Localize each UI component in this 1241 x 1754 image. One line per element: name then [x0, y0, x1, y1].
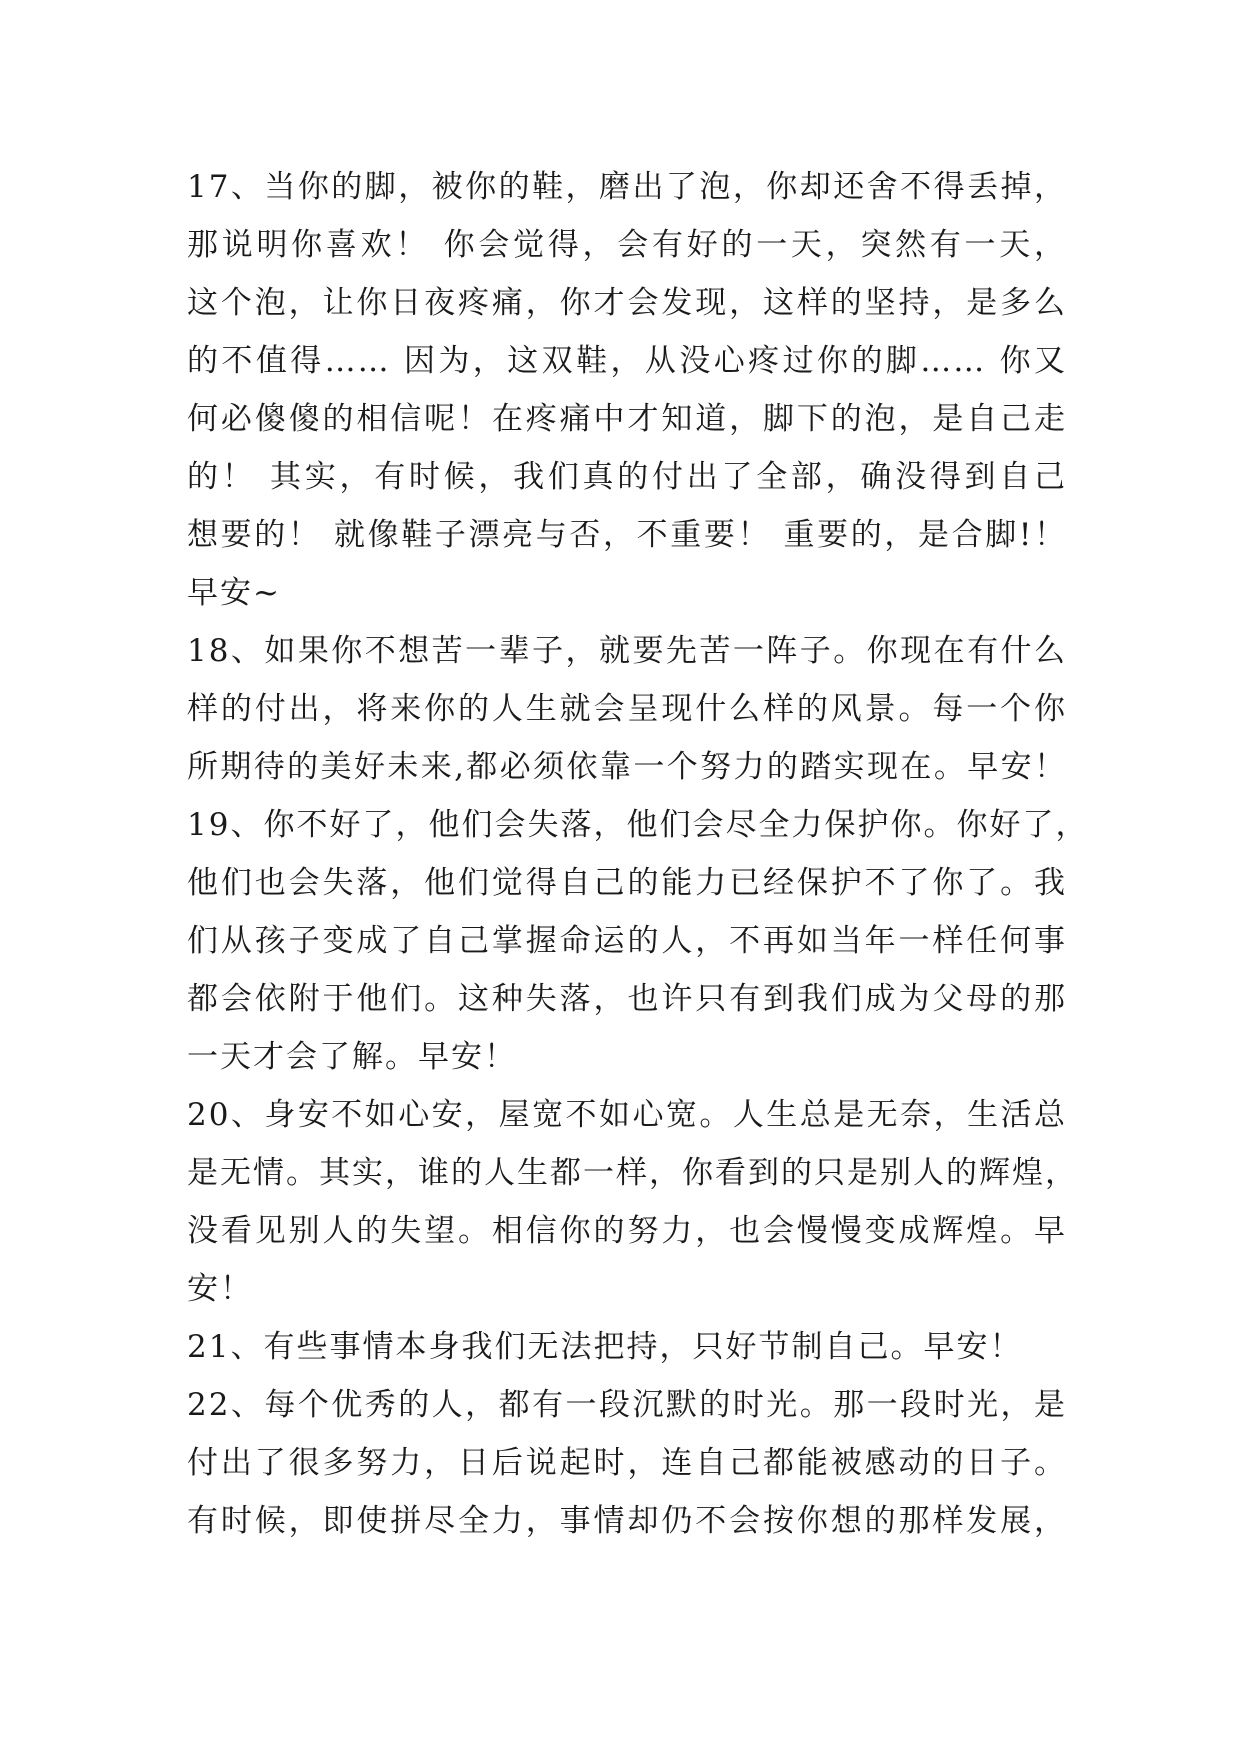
- text-line: 的！ 其实，有时候，我们真的付出了全部，确没得到自己: [187, 459, 1067, 495]
- text-line: 是无情。其实，谁的人生都一样，你看到的只是别人的辉煌，: [187, 1155, 1078, 1191]
- text-line: 有时候，即使拼尽全力，事情却仍不会按你想的那样发展，: [187, 1503, 1067, 1539]
- text-line: 想要的！ 就像鞋子漂亮与否，不重要！ 重要的，是合脚!！: [187, 517, 1067, 553]
- text-line: 20、身安不如心安，屋宽不如心宽。人生总是无奈，生活总: [187, 1097, 1067, 1133]
- text-line: 早安~: [187, 575, 281, 611]
- text-line: 安！: [187, 1271, 253, 1307]
- text-line: 19、你不好了，他们会失落，他们会尽全力保护你。你好了，: [187, 807, 1089, 843]
- text-line: 们从孩子变成了自己掌握命运的人，不再如当年一样任何事: [187, 923, 1067, 959]
- text-line: 没看见别人的失望。相信你的努力，也会慢慢变成辉煌。早: [187, 1213, 1067, 1249]
- document-body: [187, 158, 1089, 1550]
- text-line: 那说明你喜欢！ 你会觉得，会有好的一天，突然有一天，: [187, 227, 1067, 263]
- text-line: 所期待的美好未来,都必须依靠一个努力的踏实现在。早安！: [187, 749, 1067, 785]
- text-line: 付出了很多努力，日后说起时，连自己都能被感动的日子。: [187, 1445, 1067, 1481]
- text-line: 22、每个优秀的人，都有一段沉默的时光。那一段时光，是: [187, 1387, 1067, 1423]
- text-line: 一天才会了解。早安！: [187, 1039, 517, 1075]
- text-line: 这个泡，让你日夜疼痛，你才会发现，这样的坚持，是多么: [187, 285, 1067, 321]
- text-line: 都会依附于他们。这种失落，也许只有到我们成为父母的那: [187, 981, 1067, 1017]
- text-line: 样的付出，将来你的人生就会呈现什么样的风景。每一个你: [187, 691, 1067, 727]
- text-line: 的不值得…… 因为，这双鞋，从没心疼过你的脚…… 你又: [187, 343, 1067, 379]
- text-line: 18、如果你不想苦一辈子，就要先苦一阵子。你现在有什么: [187, 633, 1067, 669]
- text-line: 他们也会失落，他们觉得自己的能力已经保护不了你了。我: [187, 865, 1067, 901]
- text-line: 21、有些事情本身我们无法把持，只好节制自己。早安！: [187, 1329, 1023, 1365]
- text-line: 17、当你的脚，被你的鞋，磨出了泡，你却还舍不得丢掉，: [187, 169, 1067, 205]
- text-line: 何必傻傻的相信呢！在疼痛中才知道，脚下的泡，是自己走: [187, 401, 1067, 437]
